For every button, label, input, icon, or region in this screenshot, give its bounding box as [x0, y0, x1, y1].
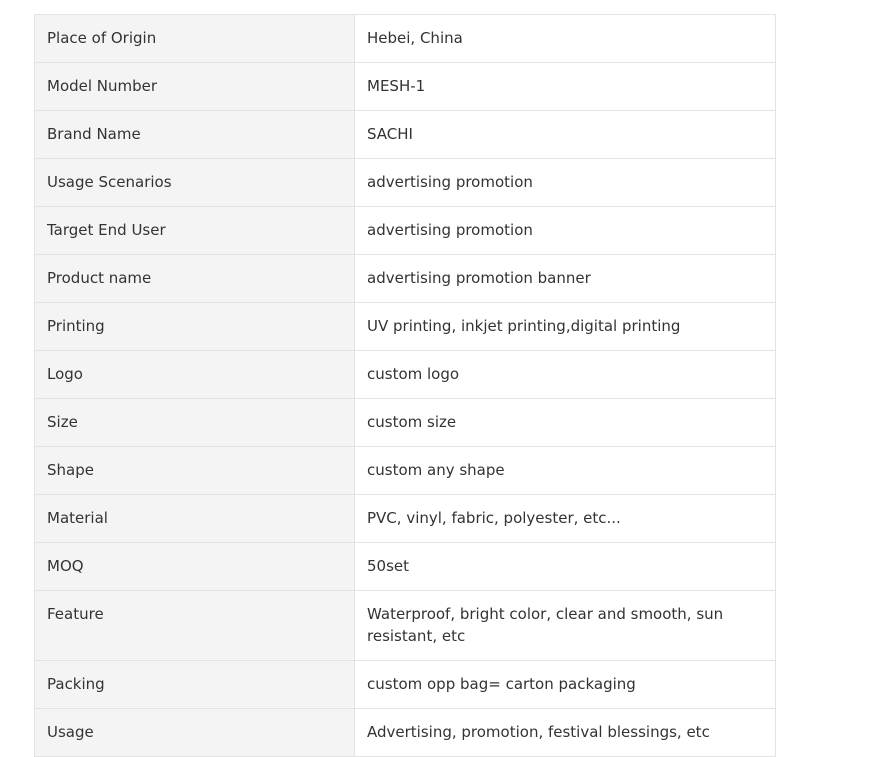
spec-value: SACHI — [355, 111, 776, 159]
spec-label: Usage Scenarios — [35, 159, 355, 207]
spec-value: Hebei, China — [355, 15, 776, 63]
spec-value: custom logo — [355, 351, 776, 399]
spec-value: custom opp bag= carton packaging — [355, 661, 776, 709]
spec-value: advertising promotion — [355, 207, 776, 255]
table-row — [35, 159, 776, 207]
table-row — [35, 447, 776, 495]
spec-value: advertising promotion banner — [355, 255, 776, 303]
spec-value: advertising promotion — [355, 159, 776, 207]
table-row — [35, 63, 776, 111]
spec-label: Usage — [35, 709, 355, 757]
spec-value: UV printing, inkjet printing,digital printing — [355, 303, 776, 351]
table-row — [35, 709, 776, 757]
spec-value: custom any shape — [355, 447, 776, 495]
table-row — [35, 303, 776, 351]
spec-label: Brand Name — [35, 111, 355, 159]
spec-label: Place of Origin — [35, 15, 355, 63]
table-row — [35, 495, 776, 543]
table-row — [35, 543, 776, 591]
spec-label: Logo — [35, 351, 355, 399]
spec-value: 50set — [355, 543, 776, 591]
spec-label: Printing — [35, 303, 355, 351]
table-row — [35, 207, 776, 255]
table-row — [35, 399, 776, 447]
spec-label: MOQ — [35, 543, 355, 591]
table-row — [35, 15, 776, 63]
spec-label: Target End User — [35, 207, 355, 255]
spec-label: Model Number — [35, 63, 355, 111]
spec-label: Material — [35, 495, 355, 543]
spec-value: Advertising, promotion, festival blessings, etc — [355, 709, 776, 757]
table-row — [35, 591, 776, 661]
spec-label: Shape — [35, 447, 355, 495]
spec-label: Feature — [35, 591, 355, 661]
spec-value: Waterproof, bright color, clear and smooth, sun resistant, etc — [355, 591, 776, 661]
product-spec-table — [34, 14, 776, 757]
spec-label: Packing — [35, 661, 355, 709]
spec-value: MESH-1 — [355, 63, 776, 111]
table-row — [35, 661, 776, 709]
table-row — [35, 255, 776, 303]
spec-value: custom size — [355, 399, 776, 447]
table-row — [35, 111, 776, 159]
spec-label: Product name — [35, 255, 355, 303]
spec-value: PVC, vinyl, fabric, polyester, etc... — [355, 495, 776, 543]
table-row — [35, 351, 776, 399]
spec-label: Size — [35, 399, 355, 447]
